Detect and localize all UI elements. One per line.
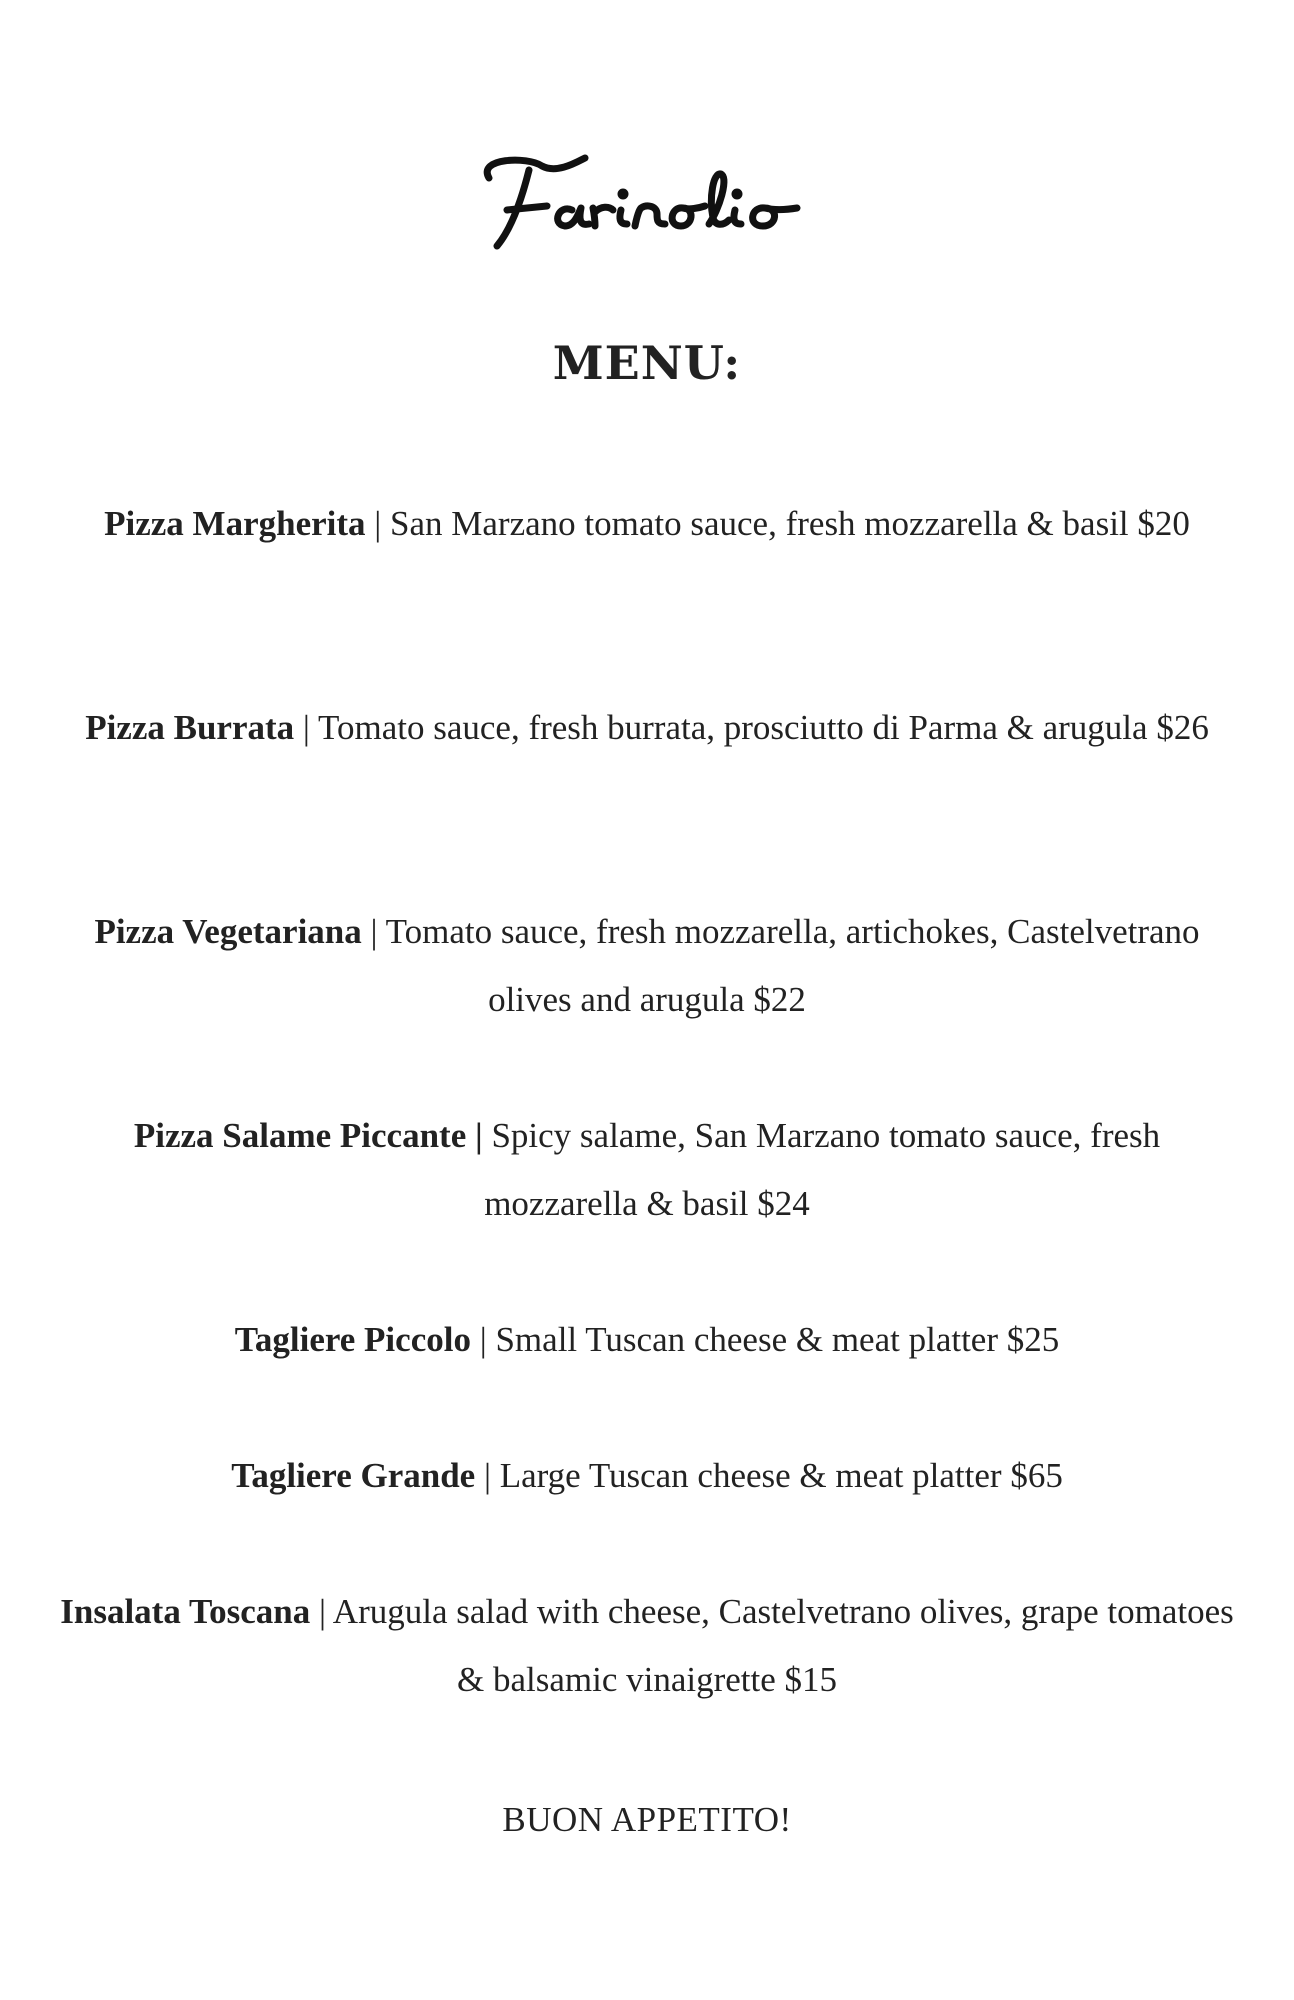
item-name: Pizza Margherita (104, 504, 366, 543)
item-separator: | (374, 504, 382, 543)
item-description: Tomato sauce, fresh mozzarella, artichokes, Castelvetrano olives and arugula (385, 912, 1200, 1019)
menu-heading: MENU: (552, 336, 742, 390)
item-price: $20 (1137, 504, 1190, 543)
item-price: $22 (753, 980, 806, 1019)
item-name: Pizza Burrata (85, 708, 295, 747)
item-description: Tomato sauce, fresh burrata, prosciutto di Parma & arugula (318, 708, 1148, 747)
item-name: Pizza Vegetariana (94, 912, 362, 951)
item-separator: | (483, 1456, 491, 1495)
brand-logo (0, 148, 1294, 258)
menu-item (60, 1306, 1234, 1374)
farinolio-script-logo (467, 148, 827, 258)
item-separator: | (318, 1592, 326, 1631)
item-name: Pizza Salame Piccante | (133, 1116, 483, 1155)
menu-item (60, 898, 1234, 1034)
item-separator: | (479, 1320, 487, 1359)
item-separator: | (302, 708, 310, 747)
item-price: $24 (757, 1184, 810, 1223)
menu-item (60, 694, 1234, 762)
item-description: Arugula salad with cheese, Castelvetrano olives, grape tomatoes & balsamic vinaigrette (332, 1592, 1234, 1699)
menu-item (60, 1102, 1234, 1238)
item-description: Spicy salame, San Marzano tomato sauce, fresh mozzarella & basil (484, 1116, 1161, 1223)
item-separator: | (370, 912, 378, 951)
menu-item (60, 490, 1234, 558)
menu-item (60, 1442, 1234, 1510)
item-price: $25 (1006, 1320, 1060, 1359)
menu-item (60, 1578, 1234, 1714)
item-name: Tagliere Piccolo (234, 1320, 471, 1359)
closing-message: BUON APPETITO! (502, 1800, 792, 1839)
item-description: San Marzano tomato sauce, fresh mozzarella & basil (390, 504, 1129, 543)
item-price: $26 (1156, 708, 1209, 747)
item-name: Tagliere Grande (231, 1456, 476, 1495)
item-price: $15 (784, 1660, 838, 1699)
item-description: Large Tuscan cheese & meat platter (499, 1456, 1002, 1495)
item-name: Insalata Toscana (60, 1592, 311, 1631)
item-price: $65 (1010, 1456, 1063, 1495)
item-description: Small Tuscan cheese & meat platter (495, 1320, 998, 1359)
